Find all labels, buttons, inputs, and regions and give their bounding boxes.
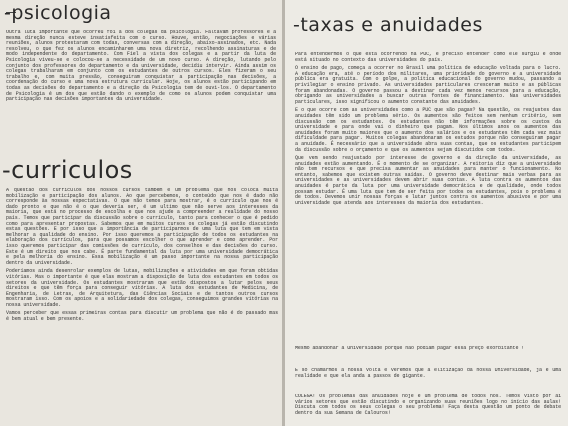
paragraph: Mesmo abandonar a Universidade porque não podiam pagar essa preço exorbitante ! [295,346,525,351]
heading-psicologia: -psicologia [4,2,112,24]
taxas-text [295,52,561,342]
paragraph: Que vem sendo reajustado por interesse de governo e da direção da universidade, as anuidades estão aumentando. É o momento de se organizar. A reitoria diz que a universidade não tem recursos e que precisa aumentar as anuidades para manter o funcionamento. No entanto, sabemos que existem outras saídas. O governo deve destinar mais verbas para as universidades e as universidades devem abrir suas contas. A luta contra os aumentos das anuidades é parte da luta por uma universidade democrática e de qualidade, onde todos possam estudar. É uma luta que tem de ser feita por todos os estudantes, pois o problema é de todos. Devemos unir nossas forças e lutar juntos contra os aumentos abusivos e por uma universidade que atenda aos interesses da maioria dos estudantes. [295,155,561,206]
paragraph: Para entendermos o que está ocorrendo na PUC, é preciso entender como ele surgiu e onde está situado no contexto das universidades do país. [295,52,561,63]
elitization-text [295,368,561,390]
right-page [285,0,568,426]
paragraph: Poderíamos ainda desenrolar exemplos de lutas, mobilizações e atividades em que foram obtidas vitórias. Mas o importante é que elas mostram a disposição de luta dos estudantes em todos os setores da universidade. Os estudantes mostraram que estão dispostos a lutar pelos seus direitos e que têm força para conseguir vitórias. A luta dos estudantes de Medicina, de Engenharia, de Letras, de Arquitetura, das Ciências Sociais e de tantos outros cursos mostraram isso. Com os apoios e a solidariedade dos colegas, conseguimos grandes vitórias na nossa universidade. [6,268,278,308]
curriculos-text [6,188,278,424]
heading-curriculos: -curriculos [2,156,133,184]
paragraph: COLEGA! Os problemas das anuidades hoje é um problema de todos nós. Temos visto por aí vários setores que estão discutindo e organizando suas reuniões logo no início das aulas! Discuta com todos os seus colegas o seu problema! Faça desta questão um ponto de debate dentro da sua Semana de Calouros! [295,394,561,416]
paragraph: É só chamarmos a nossa volta e veremos que a elitização da nossa Universidade, já é uma realidade e que ela anda a passos de gigante. [295,368,561,379]
psicologia-text [6,30,276,148]
heading-taxas-e-anuidades: -taxas e anuidades [293,14,483,36]
paragraph: O ensino de pago, começa a ocorrer no Brasil uma política de educação voltada para o lucro. A educação era, até o período dos militares, uma prioridade do governo e a universidade pública era gratuita. Com o golpe, a política educacional do governo mudou, passando a privilegiar o ensino privado. As universidades particulares cresceram muito e as públicas foram abandonadas. O governo passou a destinar cada vez menos recursos para a educação, obrigando as universidades a buscar outras fontes de financiamento. Nas universidades particulares, isso significou o aumento constante das anuidades. [295,65,561,105]
paragraph: A questão dos currículos dos nossos cursos também é um problema que nos coloca muita mobilização e participação dos alunos. Ao que percebemos, o conteúdo que nos é dado não corresponde às nossas expectativas. O que não temos para mostrar, é o currículo que nos é dado pronto e que não é o que deveria ser, é um ultimo que não serve aos interesses da maioria, que está no processo de escolha e que nos ajude a compreender a realidade do nosso país. Temos que participar da discussão sobre o currículo, tanto para conhecer o que é pedido como para apresentar propostas. Sabemos que em muitos cursos os colegas já estão discutindo estas questões. E por isso que a importância de participarmos de uma luta que tem em vista melhorar a qualidade do ensino. Por isso queremos a participação de todos os estudantes na elaboração dos currículos, para que possamos escolher o que aprender e como aprender. Por isso queremos participar das comissões de currículo, dos conselhos e das decisões do curso. Este é um direito que nos cabe. É parte fundamental da luta por uma universidade democrática e pela melhoria do ensino. Essa mobilização é um passo importante na nossa participação dentro da universidade. [6,188,278,266]
left-page [0,0,283,426]
colega-call-to-action [295,394,561,424]
paragraph: Vamos perceber que essas primeiras contas para discutir um problema que não é do passado mas é bem atual e bem presente. [6,310,278,323]
paragraph: Outra luta importante que ocorreu foi a dos colegas da psicologia. Faltavam professores e a mesma direção nunca esteve insatisfeita com o curso. Houve, então, negociações e várias reuniões, alunos protestaram com todas, conversas com a direção, abaixo-assinados, etc. Nada resolveu, o que fez os alunos encaminharem uma nova diretriz, recolhendo assinaturas e de modo independente do departamento. Com Fiel a vista dos colegas e a partir da luta de Psicologia viveu-se e colocou-se a necessidade de um novo curso. A direção, lutando pelo conjunto dos professores do departamento e da universidade, decidiu intervir. Ainda assim os colegas trabalharam em conjunto com os estudantes de outros cursos. Eles fizeram o seu trabalho e, com muita pressão, conseguiram conquistar a participação nas decisões, a coordenação do curso e uma nova estrutura curricular. Hoje, os alunos estão participando em todas as decisões do departamento e a direção da Psicologia tem de ouvi-los. O departamento de Psicologia é um dos que estão dando o exemplo de como os alunos podem conquistar uma participação nas decisões importantes da universidade. [6,30,276,103]
closing-text [295,346,561,364]
paragraph: E o que ocorre com as universidades como a PUC que são pagas? Na questão, os reajustes das anuidades têm sido um problema sério. Os aumentos são feitos sem nenhum critério, sem discussão com os estudantes. Os estudantes não têm informações sobre os custos da universidade e para onde vai o dinheiro que pagam. Nos últimos anos os aumentos das anuidades foram muito maiores que o aumento dos salários e os estudantes têm cada vez mais dificuldade para pagar. Muitos colegas abandonaram os estudos porque não conseguiram pagar a anuidade. É necessário que a universidade abra suas contas, que os estudantes participem da discussão sobre o orçamento e que os aumentos sejam discutidos com todos. [295,107,561,153]
